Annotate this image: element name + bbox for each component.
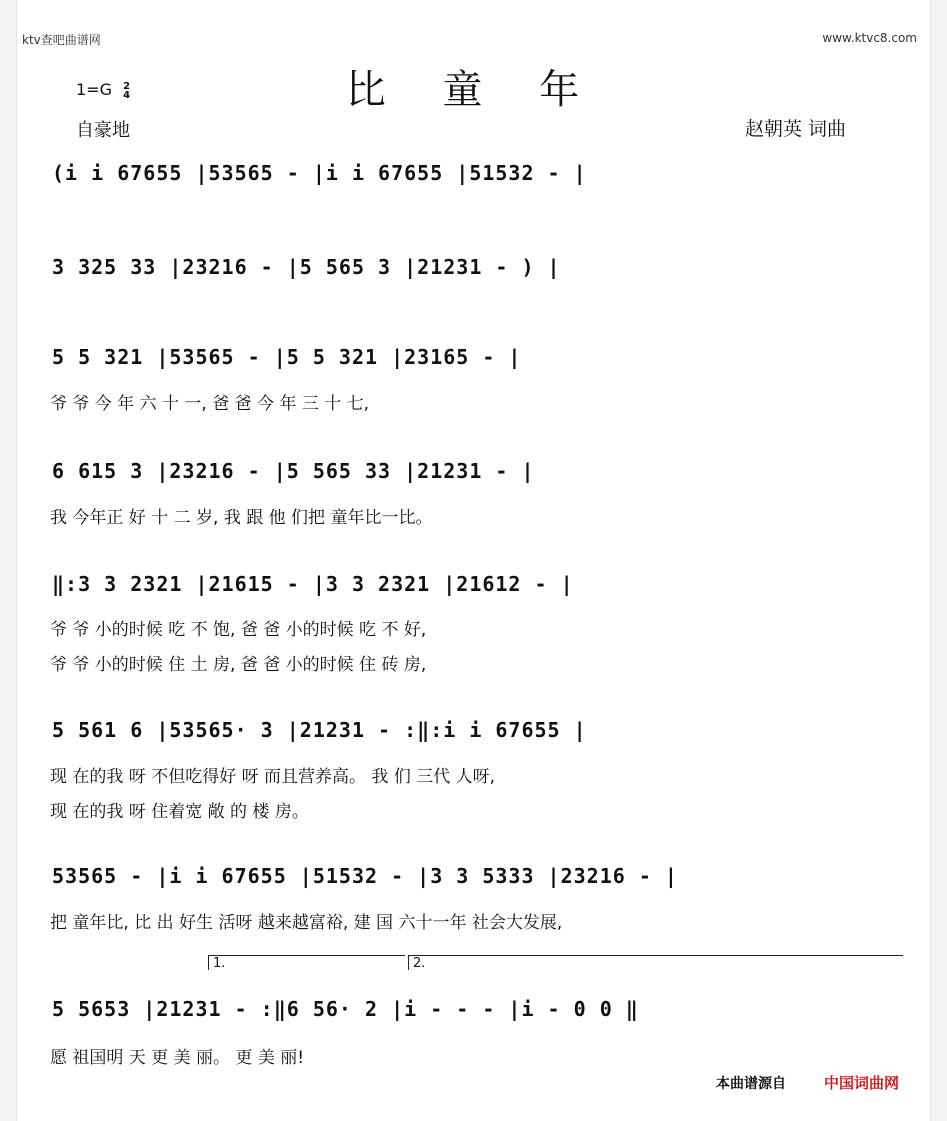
source-label: 本曲谱源自 (716, 1076, 786, 1092)
score-line-3-lyrics: 爷 爷 今 年 六 十 一, 爸 爸 今 年 三 十 七, (50, 394, 370, 414)
score-line-2-notes: 3 325 33 |23216 - |5 565 3 |21231 - ) | (52, 255, 561, 279)
key-signature (76, 80, 130, 100)
score-line-7-notes: 53565 - |i i 67655 |51532 - |3 3 5333 |23216 - | (52, 864, 678, 888)
left-watermark-strip (0, 0, 17, 1121)
score-line-4-lyrics: 我 今年正 好 十 二 岁, 我 跟 他 们把 童年比一比。 (50, 508, 433, 528)
key-text: 1=G (76, 80, 112, 99)
right-watermark-strip (930, 0, 947, 1121)
score-line-5-notes: ‖:3 3 2321 |21615 - |3 3 2321 |21612 - | (52, 572, 574, 596)
song-title: 比 童 年 (345, 67, 602, 113)
composer-credit: 赵朝英 词曲 (745, 118, 847, 140)
score-line-5-lyrics-verse-2: 爷 爷 小的时候 住 土 房, 爸 爸 小的时候 住 砖 房, (50, 655, 427, 675)
score-line-7-lyrics: 把 童年比, 比 出 好生 活呀 越来越富裕, 建 国 六十一年 社会大发展, (50, 913, 563, 933)
score-line-8-lyrics: 愿 祖国明 天 更 美 丽。 更 美 丽! (50, 1048, 305, 1068)
score-line-5-lyrics-verse-1: 爷 爷 小的时候 吃 不 饱, 爸 爸 小的时候 吃 不 好, (50, 620, 427, 640)
score-line-6-notes: 5 561 6 |53565· 3 |21231 - :‖:i i 67655 | (52, 718, 587, 742)
score-line-6-lyrics-verse-1: 现 在的我 呀 不但吃得好 呀 而且营养高。 我 们 三代 人呀, (50, 767, 496, 787)
site-name-left: ktv查吧曲谱网 (22, 33, 101, 47)
volta-first-ending: 1. (208, 955, 405, 970)
score-line-4-notes: 6 615 3 |23216 - |5 565 33 |21231 - | (52, 459, 535, 483)
score-line-1-notes: (i i 67655 |53565 - |i i 67655 |51532 - | (52, 161, 587, 185)
time-bottom: 4 (123, 90, 131, 101)
score-line-6-lyrics-verse-2: 现 在的我 呀 住着宽 敞 的 楼 房。 (50, 802, 309, 822)
site-url-right: www.ktvc8.com (822, 31, 917, 45)
time-top: 2 (123, 81, 131, 92)
score-line-3-notes: 5 5 321 |53565 - |5 5 321 |23165 - | (52, 345, 522, 369)
source-brand-link[interactable]: 中国词曲网 (824, 1074, 900, 1092)
time-signature (123, 82, 130, 100)
score-line-8-notes: 5 5653 |21231 - :‖6 56· 2 |i - - - |i - 0 0 ‖ (52, 997, 639, 1021)
tempo-expression: 自豪地 (76, 120, 130, 141)
volta-second-ending: 2. (408, 955, 903, 970)
